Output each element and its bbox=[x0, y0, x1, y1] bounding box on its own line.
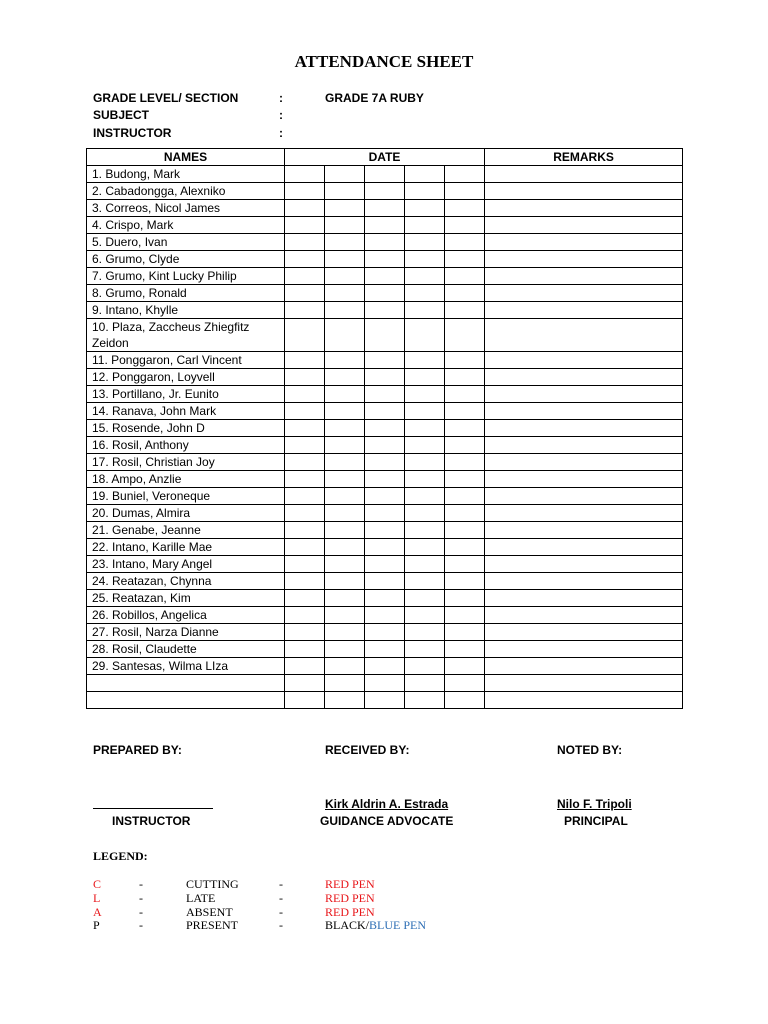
date-cell[interactable] bbox=[325, 285, 365, 302]
remarks-cell[interactable] bbox=[485, 454, 683, 471]
date-cell[interactable] bbox=[405, 352, 445, 369]
student-name-cell: 13. Portillano, Jr. Eunito bbox=[87, 386, 285, 403]
date-cell[interactable] bbox=[285, 386, 325, 403]
date-cell[interactable] bbox=[325, 522, 365, 539]
remarks-cell[interactable] bbox=[485, 183, 683, 200]
noted-role: PRINCIPAL bbox=[564, 814, 628, 828]
attendance-table bbox=[86, 148, 683, 709]
date-cell[interactable] bbox=[365, 658, 405, 675]
legend-dash: - bbox=[279, 877, 283, 891]
remarks-cell[interactable] bbox=[485, 556, 683, 573]
date-cell[interactable] bbox=[325, 692, 365, 709]
date-cell[interactable] bbox=[325, 268, 365, 285]
date-cell[interactable] bbox=[325, 251, 365, 268]
date-cell[interactable] bbox=[325, 166, 365, 183]
date-cell[interactable] bbox=[405, 505, 445, 522]
table-row bbox=[87, 641, 683, 658]
date-cell[interactable] bbox=[325, 624, 365, 641]
table-row bbox=[87, 573, 683, 590]
legend-code: L bbox=[93, 891, 101, 905]
student-name-cell: 25. Reatazan, Kim bbox=[87, 590, 285, 607]
date-cell[interactable] bbox=[445, 285, 485, 302]
date-cell[interactable] bbox=[405, 166, 445, 183]
table-row bbox=[87, 352, 683, 369]
date-cell[interactable] bbox=[405, 556, 445, 573]
date-cell[interactable] bbox=[285, 268, 325, 285]
date-cell[interactable] bbox=[405, 454, 445, 471]
date-cell[interactable] bbox=[445, 522, 485, 539]
date-cell[interactable] bbox=[445, 217, 485, 234]
remarks-cell[interactable] bbox=[485, 420, 683, 437]
date-cell[interactable] bbox=[445, 420, 485, 437]
date-cell[interactable] bbox=[365, 590, 405, 607]
date-cell[interactable] bbox=[405, 437, 445, 454]
date-cell[interactable] bbox=[285, 658, 325, 675]
table-row bbox=[87, 556, 683, 573]
date-cell[interactable] bbox=[405, 268, 445, 285]
date-cell[interactable] bbox=[365, 454, 405, 471]
student-name-cell: 23. Intano, Mary Angel bbox=[87, 556, 285, 573]
date-cell[interactable] bbox=[325, 420, 365, 437]
page-title: ATTENDANCE SHEET bbox=[294, 52, 474, 71]
table-row bbox=[87, 217, 683, 234]
date-cell[interactable] bbox=[405, 285, 445, 302]
legend-pen-blue: BLUE PEN bbox=[369, 918, 427, 932]
remarks-cell[interactable] bbox=[485, 522, 683, 539]
legend-meaning: CUTTING bbox=[186, 877, 239, 891]
date-cell[interactable] bbox=[445, 471, 485, 488]
date-cell[interactable] bbox=[285, 437, 325, 454]
student-name-cell: 27. Rosil, Narza Dianne bbox=[87, 624, 285, 641]
date-cell[interactable] bbox=[365, 352, 405, 369]
table-row bbox=[87, 183, 683, 200]
legend-dash: - bbox=[139, 905, 143, 919]
table-row bbox=[87, 319, 683, 352]
date-cell[interactable] bbox=[365, 183, 405, 200]
student-name-cell: 17. Rosil, Christian Joy bbox=[87, 454, 285, 471]
date-cell[interactable] bbox=[285, 590, 325, 607]
date-cell[interactable] bbox=[445, 641, 485, 658]
remarks-cell[interactable] bbox=[485, 488, 683, 505]
student-name-cell: 28. Rosil, Claudette bbox=[87, 641, 285, 658]
student-name-cell: 3. Correos, Nicol James bbox=[87, 200, 285, 217]
date-cell[interactable] bbox=[445, 369, 485, 386]
date-cell[interactable] bbox=[445, 234, 485, 251]
date-cell[interactable] bbox=[285, 251, 325, 268]
table-row bbox=[87, 437, 683, 454]
date-cell[interactable] bbox=[405, 251, 445, 268]
table-row bbox=[87, 285, 683, 302]
date-cell[interactable] bbox=[325, 403, 365, 420]
student-name-cell: 5. Duero, Ivan bbox=[87, 234, 285, 251]
table-row bbox=[87, 268, 683, 285]
remarks-cell[interactable] bbox=[485, 285, 683, 302]
student-name-cell: 10. Plaza, Zaccheus Zhiegfitz Zeidon bbox=[87, 319, 285, 352]
student-name-cell: 2. Cabadongga, Alexniko bbox=[87, 183, 285, 200]
info-colon: : bbox=[279, 126, 283, 140]
header-names: NAMES bbox=[87, 149, 285, 166]
remarks-cell[interactable] bbox=[485, 302, 683, 319]
student-name-cell: 14. Ranava, John Mark bbox=[87, 403, 285, 420]
table-row bbox=[87, 471, 683, 488]
date-cell[interactable] bbox=[405, 217, 445, 234]
date-cell[interactable] bbox=[405, 488, 445, 505]
date-cell[interactable] bbox=[285, 675, 325, 692]
remarks-cell[interactable] bbox=[485, 624, 683, 641]
date-cell[interactable] bbox=[445, 505, 485, 522]
date-cell[interactable] bbox=[445, 437, 485, 454]
date-cell[interactable] bbox=[325, 607, 365, 624]
date-cell[interactable] bbox=[445, 658, 485, 675]
legend-dash: - bbox=[279, 905, 283, 919]
received-by-name: Kirk Aldrin A. Estrada bbox=[325, 797, 449, 811]
date-cell[interactable] bbox=[285, 471, 325, 488]
remarks-cell[interactable] bbox=[485, 505, 683, 522]
table-row bbox=[87, 234, 683, 251]
remarks-cell[interactable] bbox=[485, 692, 683, 709]
date-cell[interactable] bbox=[285, 285, 325, 302]
date-cell[interactable] bbox=[405, 471, 445, 488]
remarks-cell[interactable] bbox=[485, 471, 683, 488]
date-cell[interactable] bbox=[445, 251, 485, 268]
date-cell[interactable] bbox=[285, 522, 325, 539]
date-cell[interactable] bbox=[405, 658, 445, 675]
legend-title: LEGEND: bbox=[93, 849, 148, 863]
date-cell[interactable] bbox=[285, 556, 325, 573]
remarks-cell[interactable] bbox=[485, 217, 683, 234]
date-cell[interactable] bbox=[365, 285, 405, 302]
date-cell[interactable] bbox=[285, 217, 325, 234]
date-cell[interactable] bbox=[285, 319, 325, 352]
date-cell[interactable] bbox=[325, 641, 365, 658]
remarks-cell[interactable] bbox=[485, 590, 683, 607]
remarks-cell[interactable] bbox=[485, 200, 683, 217]
student-name-cell: 20. Dumas, Almira bbox=[87, 505, 285, 522]
prepared-role: INSTRUCTOR bbox=[112, 814, 191, 828]
date-cell[interactable] bbox=[365, 471, 405, 488]
info-colon: : bbox=[279, 91, 283, 105]
date-cell[interactable] bbox=[285, 624, 325, 641]
remarks-cell[interactable] bbox=[485, 166, 683, 183]
date-cell[interactable] bbox=[325, 369, 365, 386]
date-cell[interactable] bbox=[325, 556, 365, 573]
date-cell[interactable] bbox=[285, 403, 325, 420]
date-cell[interactable] bbox=[285, 607, 325, 624]
date-cell[interactable] bbox=[285, 200, 325, 217]
table-row bbox=[87, 386, 683, 403]
date-cell[interactable] bbox=[365, 251, 405, 268]
student-name-cell: 24. Reatazan, Chynna bbox=[87, 573, 285, 590]
date-cell[interactable] bbox=[445, 624, 485, 641]
student-name-cell: 16. Rosil, Anthony bbox=[87, 437, 285, 454]
date-cell[interactable] bbox=[285, 302, 325, 319]
remarks-cell[interactable] bbox=[485, 369, 683, 386]
info-value-grade: GRADE 7A RUBY bbox=[325, 91, 424, 105]
date-cell[interactable] bbox=[445, 454, 485, 471]
attendance-table-body bbox=[87, 166, 683, 709]
table-row bbox=[87, 590, 683, 607]
date-cell[interactable] bbox=[365, 386, 405, 403]
legend-pen-black: BLACK/ bbox=[325, 918, 370, 932]
date-cell[interactable] bbox=[325, 183, 365, 200]
table-row bbox=[87, 454, 683, 471]
student-name-cell: 12. Ponggaron, Loyvell bbox=[87, 369, 285, 386]
date-cell[interactable] bbox=[285, 488, 325, 505]
date-cell[interactable] bbox=[445, 302, 485, 319]
table-row bbox=[87, 522, 683, 539]
date-cell[interactable] bbox=[445, 590, 485, 607]
table-row bbox=[87, 302, 683, 319]
student-name-cell: 8. Grumo, Ronald bbox=[87, 285, 285, 302]
date-cell[interactable] bbox=[325, 302, 365, 319]
date-cell[interactable] bbox=[285, 166, 325, 183]
date-cell[interactable] bbox=[445, 200, 485, 217]
legend-dash: - bbox=[139, 891, 143, 905]
date-cell[interactable] bbox=[365, 319, 405, 352]
student-name-cell bbox=[87, 675, 285, 692]
date-cell[interactable] bbox=[445, 268, 485, 285]
date-cell[interactable] bbox=[365, 641, 405, 658]
legend-row-present bbox=[0, 918, 768, 932]
date-cell[interactable] bbox=[285, 183, 325, 200]
remarks-cell[interactable] bbox=[485, 319, 683, 352]
date-cell[interactable] bbox=[365, 234, 405, 251]
remarks-cell[interactable] bbox=[485, 437, 683, 454]
date-cell[interactable] bbox=[405, 607, 445, 624]
date-cell[interactable] bbox=[325, 539, 365, 556]
legend-pen: RED PEN bbox=[325, 877, 375, 891]
remarks-cell[interactable] bbox=[485, 539, 683, 556]
date-cell[interactable] bbox=[405, 369, 445, 386]
date-cell[interactable] bbox=[285, 692, 325, 709]
legend-meaning: PRESENT bbox=[186, 918, 239, 932]
date-cell[interactable] bbox=[445, 607, 485, 624]
date-cell[interactable] bbox=[365, 539, 405, 556]
legend-dash: - bbox=[139, 877, 143, 891]
date-cell[interactable] bbox=[405, 522, 445, 539]
legend-code: P bbox=[93, 918, 100, 932]
date-cell[interactable] bbox=[365, 556, 405, 573]
table-header-row bbox=[87, 149, 683, 166]
remarks-cell[interactable] bbox=[485, 607, 683, 624]
date-cell[interactable] bbox=[365, 217, 405, 234]
date-cell[interactable] bbox=[285, 369, 325, 386]
student-name-cell: 22. Intano, Karille Mae bbox=[87, 539, 285, 556]
remarks-cell[interactable] bbox=[485, 386, 683, 403]
table-row bbox=[87, 369, 683, 386]
student-name-cell: 1. Budong, Mark bbox=[87, 166, 285, 183]
date-cell[interactable] bbox=[445, 675, 485, 692]
table-row bbox=[87, 420, 683, 437]
date-cell[interactable] bbox=[325, 471, 365, 488]
date-cell[interactable] bbox=[405, 692, 445, 709]
date-cell[interactable] bbox=[445, 319, 485, 352]
date-cell[interactable] bbox=[325, 573, 365, 590]
date-cell[interactable] bbox=[405, 539, 445, 556]
student-name-cell: 19. Buniel, Veroneque bbox=[87, 488, 285, 505]
noted-by-label: NOTED BY: bbox=[557, 743, 623, 757]
table-row bbox=[87, 675, 683, 692]
remarks-cell[interactable] bbox=[485, 352, 683, 369]
date-cell[interactable] bbox=[445, 573, 485, 590]
date-cell[interactable] bbox=[405, 641, 445, 658]
remarks-cell[interactable] bbox=[485, 675, 683, 692]
student-name-cell: 15. Rosende, John D bbox=[87, 420, 285, 437]
remarks-cell[interactable] bbox=[485, 251, 683, 268]
legend-code: C bbox=[93, 877, 102, 891]
date-cell[interactable] bbox=[365, 200, 405, 217]
student-name-cell: 29. Santesas, Wilma LIza bbox=[87, 658, 285, 675]
date-cell[interactable] bbox=[285, 641, 325, 658]
date-cell[interactable] bbox=[445, 488, 485, 505]
date-cell[interactable] bbox=[285, 234, 325, 251]
table-row bbox=[87, 251, 683, 268]
remarks-cell[interactable] bbox=[485, 658, 683, 675]
date-cell[interactable] bbox=[405, 590, 445, 607]
legend-dash: - bbox=[139, 918, 143, 932]
header-remarks: REMARKS bbox=[485, 149, 683, 166]
date-cell[interactable] bbox=[365, 166, 405, 183]
legend-pen bbox=[325, 918, 426, 933]
received-role: GUIDANCE ADVOCATE bbox=[320, 814, 454, 828]
table-row bbox=[87, 658, 683, 675]
date-cell[interactable] bbox=[285, 420, 325, 437]
legend-dash: - bbox=[279, 891, 283, 905]
date-cell[interactable] bbox=[445, 166, 485, 183]
date-cell[interactable] bbox=[365, 420, 405, 437]
date-cell[interactable] bbox=[405, 302, 445, 319]
date-cell[interactable] bbox=[325, 352, 365, 369]
date-cell[interactable] bbox=[405, 624, 445, 641]
date-cell[interactable] bbox=[405, 403, 445, 420]
date-cell[interactable] bbox=[325, 590, 365, 607]
remarks-cell[interactable] bbox=[485, 641, 683, 658]
date-cell[interactable] bbox=[365, 403, 405, 420]
table-row bbox=[87, 539, 683, 556]
date-cell[interactable] bbox=[445, 403, 485, 420]
date-cell[interactable] bbox=[325, 200, 365, 217]
legend-row-absent bbox=[0, 905, 768, 919]
student-name-cell: 26. Robillos, Angelica bbox=[87, 607, 285, 624]
date-cell[interactable] bbox=[325, 319, 365, 352]
legend-code: A bbox=[93, 905, 102, 919]
legend-row-late bbox=[0, 891, 768, 905]
date-cell[interactable] bbox=[405, 420, 445, 437]
date-cell[interactable] bbox=[325, 488, 365, 505]
student-name-cell bbox=[87, 692, 285, 709]
prepared-signature-line bbox=[93, 808, 213, 809]
received-by-label: RECEIVED BY: bbox=[325, 743, 410, 757]
student-name-cell: 18. Ampo, Anzlie bbox=[87, 471, 285, 488]
date-cell[interactable] bbox=[325, 658, 365, 675]
table-row bbox=[87, 607, 683, 624]
info-label-subject: SUBJECT bbox=[93, 108, 150, 122]
date-cell[interactable] bbox=[365, 692, 405, 709]
date-cell[interactable] bbox=[365, 675, 405, 692]
remarks-cell[interactable] bbox=[485, 268, 683, 285]
legend-meaning: LATE bbox=[186, 891, 216, 905]
date-cell[interactable] bbox=[405, 386, 445, 403]
date-cell[interactable] bbox=[405, 319, 445, 352]
date-cell[interactable] bbox=[445, 692, 485, 709]
legend-row-cutting bbox=[0, 877, 768, 891]
date-cell[interactable] bbox=[285, 505, 325, 522]
legend-pen: RED PEN bbox=[325, 905, 375, 919]
table-row bbox=[87, 200, 683, 217]
date-cell[interactable] bbox=[365, 573, 405, 590]
date-cell[interactable] bbox=[445, 352, 485, 369]
remarks-cell[interactable] bbox=[485, 403, 683, 420]
date-cell[interactable] bbox=[405, 234, 445, 251]
date-cell[interactable] bbox=[405, 675, 445, 692]
table-row bbox=[87, 692, 683, 709]
info-label-instructor: INSTRUCTOR bbox=[93, 126, 172, 140]
date-cell[interactable] bbox=[445, 556, 485, 573]
student-name-cell: 21. Genabe, Jeanne bbox=[87, 522, 285, 539]
date-cell[interactable] bbox=[365, 488, 405, 505]
noted-by-name: Nilo F. Tripoli bbox=[557, 797, 632, 811]
date-cell[interactable] bbox=[365, 607, 405, 624]
prepared-by-label: PREPARED BY: bbox=[93, 743, 182, 757]
table-row bbox=[87, 488, 683, 505]
date-cell[interactable] bbox=[325, 675, 365, 692]
date-cell[interactable] bbox=[405, 183, 445, 200]
table-row bbox=[87, 166, 683, 183]
student-name-cell: 9. Intano, Khylle bbox=[87, 302, 285, 319]
date-cell[interactable] bbox=[445, 539, 485, 556]
remarks-cell[interactable] bbox=[485, 234, 683, 251]
info-label-grade: GRADE LEVEL/ SECTION bbox=[93, 91, 239, 105]
date-cell[interactable] bbox=[365, 505, 405, 522]
date-cell[interactable] bbox=[365, 437, 405, 454]
date-cell[interactable] bbox=[445, 386, 485, 403]
legend-meaning: ABSENT bbox=[186, 905, 233, 919]
date-cell[interactable] bbox=[325, 437, 365, 454]
table-row bbox=[87, 403, 683, 420]
date-cell[interactable] bbox=[285, 352, 325, 369]
info-colon: : bbox=[279, 108, 283, 122]
date-cell[interactable] bbox=[365, 522, 405, 539]
legend-dash: - bbox=[279, 918, 283, 932]
header-date: DATE bbox=[285, 149, 485, 166]
date-cell[interactable] bbox=[445, 183, 485, 200]
date-cell[interactable] bbox=[285, 573, 325, 590]
date-cell[interactable] bbox=[325, 505, 365, 522]
date-cell[interactable] bbox=[405, 573, 445, 590]
legend-pen: RED PEN bbox=[325, 891, 375, 905]
table-row bbox=[87, 624, 683, 641]
student-name-cell: 11. Ponggaron, Carl Vincent bbox=[87, 352, 285, 369]
date-cell[interactable] bbox=[325, 234, 365, 251]
date-cell[interactable] bbox=[325, 454, 365, 471]
student-name-cell: 7. Grumo, Kint Lucky Philip bbox=[87, 268, 285, 285]
date-cell[interactable] bbox=[285, 454, 325, 471]
table-row bbox=[87, 505, 683, 522]
date-cell[interactable] bbox=[365, 268, 405, 285]
date-cell[interactable] bbox=[325, 217, 365, 234]
date-cell[interactable] bbox=[285, 539, 325, 556]
date-cell[interactable] bbox=[325, 386, 365, 403]
remarks-cell[interactable] bbox=[485, 573, 683, 590]
date-cell[interactable] bbox=[365, 624, 405, 641]
student-name-cell: 6. Grumo, Clyde bbox=[87, 251, 285, 268]
student-name-cell: 4. Crispo, Mark bbox=[87, 217, 285, 234]
date-cell[interactable] bbox=[405, 200, 445, 217]
date-cell[interactable] bbox=[365, 302, 405, 319]
date-cell[interactable] bbox=[365, 369, 405, 386]
